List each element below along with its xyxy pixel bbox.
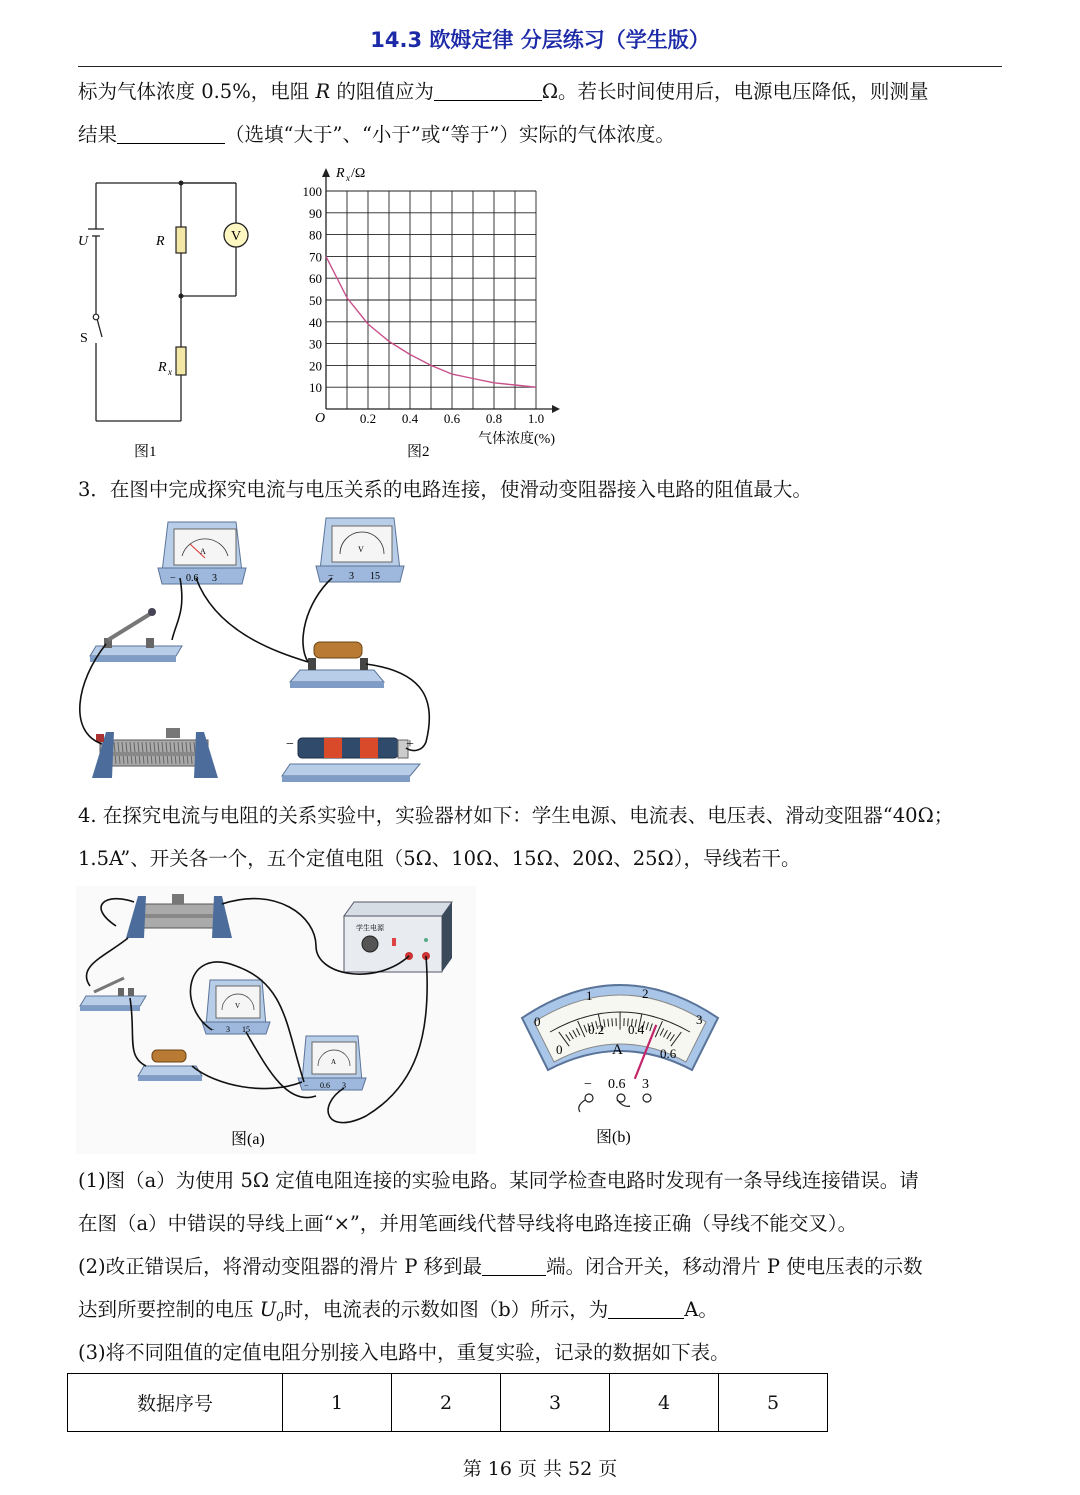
y-axis-label: R <box>336 166 345 181</box>
sub1-line-1: (1)图（a）为使用 5Ω 定值电阻连接的实验电路。某同学检查电路时发现有一条导线连接错误。请 <box>78 1169 919 1192</box>
voltmeter-q3-label: V <box>358 545 364 554</box>
knife-switch-q3 <box>90 608 182 662</box>
table-cell: 4 <box>610 1374 719 1432</box>
dial-outer-2: 2 <box>642 986 649 1001</box>
dial-terminal-3: 3 <box>642 1077 649 1092</box>
table-cell: 5 <box>719 1374 828 1432</box>
x-tick-label: 0.8 <box>485 411 503 426</box>
ammeter-q3 <box>158 522 246 584</box>
resistor-label: R <box>156 234 165 249</box>
q2-line1-a: 标为气体浓度 0.5%，电阻 <box>78 80 310 103</box>
ammeter-figa-terminal-neg: − <box>304 1081 309 1090</box>
header-divider <box>78 66 1002 67</box>
ammeter-q3-terminal-neg: − <box>170 573 176 584</box>
sub2-line2-b: 时，电流表的示数如图（b）所示，为 <box>283 1298 609 1321</box>
y-axis-unit: /Ω <box>351 166 366 181</box>
q4-text <box>78 794 1008 880</box>
voltmeter-q3-terminal-neg: − <box>328 571 334 582</box>
dial-outer-1: 1 <box>586 988 593 1003</box>
sub2-voltage-sub: 0 <box>276 1309 284 1324</box>
q2-line-2 <box>78 113 1008 156</box>
sub1-line-2: 在图（a）中错误的导线上画“×”，并用笔画线代替导线将电路连接正确（导线不能交叉）。 <box>78 1212 858 1235</box>
figure-2-caption: 图2 <box>407 444 430 460</box>
table-cell: 1 <box>283 1374 392 1432</box>
q2-line2-a: 结果 <box>78 123 118 146</box>
voltmeter-q3 <box>316 518 404 582</box>
dial-inner-0: 0 <box>556 1042 563 1057</box>
q2-line1-b: 的阻值应为 <box>336 80 434 103</box>
sub1-text <box>78 1159 1008 1245</box>
sub3-text: (3)将不同阻值的定值电阻分别接入电路中，重复实验，记录的数据如下表。 <box>78 1341 730 1364</box>
voltmeter-figa-terminal-3: 3 <box>226 1025 230 1034</box>
figure-a-circuit <box>76 886 476 1154</box>
q2-line-1 <box>78 70 1008 113</box>
page-footer: 第 16 页 共 52 页 <box>462 1458 618 1480</box>
dial-outer-3: 3 <box>696 1012 703 1027</box>
sub2-text <box>78 1245 1008 1339</box>
y-axis-label-sub: x <box>346 173 350 183</box>
ammeter-figa-terminal-06: 0.6 <box>320 1081 330 1090</box>
power-supply-label: 学生电源 <box>356 924 384 932</box>
q2-text <box>78 70 1008 156</box>
q2-line2-b: （选填“大于”、“小于”或“等于”）实际的气体浓度。 <box>225 123 675 146</box>
answer-blank-resistance[interactable] <box>434 78 542 101</box>
table-cell: 2 <box>392 1374 501 1432</box>
answer-blank-slider-end[interactable] <box>482 1253 546 1276</box>
voltmeter-figa-terminal-15: 15 <box>242 1025 250 1034</box>
answer-blank-measurement[interactable] <box>117 121 225 144</box>
voltmeter-label: V <box>230 229 242 244</box>
figure-2-chart <box>290 163 580 463</box>
dial-inner-06: 0.6 <box>660 1046 677 1061</box>
figure-1-circuit <box>76 165 286 465</box>
ammeter-q3-terminal-06: 0.6 <box>186 573 199 584</box>
voltmeter-figa <box>202 980 270 1034</box>
switch-label: S <box>80 331 88 346</box>
x-axis-label: 气体浓度(%) <box>478 432 555 447</box>
battery-q3 <box>282 737 420 782</box>
battery-plus-label: + <box>406 737 414 752</box>
resistor-rx <box>176 347 186 375</box>
rheostat-q3 <box>92 728 218 778</box>
x-tick-label: 0.6 <box>443 411 461 426</box>
dial-terminal-neg: − <box>584 1077 592 1092</box>
ammeter-figa-label: A <box>331 1058 337 1066</box>
source-label: U <box>78 234 89 249</box>
sub2-line2-c: A。 <box>684 1298 718 1321</box>
y-tick-label: 30 <box>309 336 322 352</box>
q2-line1-unit: Ω。若长时间使用后，电源电压降低，则测量 <box>541 80 929 103</box>
sub2-voltage-symbol: U <box>259 1298 277 1321</box>
page-header-title: 14.3 欧姆定律 分层练习（学生版） <box>370 28 710 52</box>
dial-meter-label: A <box>612 1042 623 1058</box>
ammeter-q3-label: A <box>200 547 206 556</box>
voltmeter-figa-label: V <box>235 1002 241 1010</box>
ammeter-q3-terminal-3: 3 <box>212 573 217 584</box>
q4-line-2: 1.5A”、开关各一个，五个定值电阻（5Ω、10Ω、15Ω、20Ω、25Ω），导线若干。 <box>78 847 801 870</box>
battery-minus-label: − <box>286 737 294 752</box>
dial-terminal-06: 0.6 <box>608 1077 626 1092</box>
y-tick-label: 80 <box>309 227 322 243</box>
voltmeter-figa-terminal-neg: − <box>210 1025 215 1034</box>
ammeter-figa-terminal-3: 3 <box>342 1081 346 1090</box>
dial-outer-0: 0 <box>534 1014 541 1029</box>
sensor-label-sub: x <box>168 367 172 377</box>
voltmeter-q3-terminal-3: 3 <box>349 571 354 582</box>
y-tick-label: 20 <box>309 358 322 374</box>
y-tick-label: 70 <box>309 249 322 265</box>
sub2-line1-b: 端。闭合开关，移动滑片 P 使电压表的示数 <box>546 1255 923 1278</box>
sensor-label: R <box>158 360 167 375</box>
sub2-line2-a: 达到所要控制的电压 <box>78 1298 254 1321</box>
y-tick-label: 60 <box>309 271 322 287</box>
sub2-line-1 <box>78 1245 1008 1288</box>
dial-inner-02: 0.2 <box>588 1022 605 1037</box>
figure-1-caption: 图1 <box>134 444 157 460</box>
voltmeter-q3-terminal-15: 15 <box>370 571 380 582</box>
table-header-cell: 数据序号 <box>68 1374 283 1432</box>
q4-line-1: 4. 在探究电流与电阻的关系实验中，实验器材如下：学生电源、电流表、电压表、滑动变阻器“40Ω； <box>78 804 954 827</box>
q2-resistor-symbol: R <box>315 80 331 103</box>
y-tick-label: 10 <box>309 380 322 396</box>
figure-b-caption: 图(b) <box>596 1129 631 1146</box>
sub2-line1-a: (2)改正错误后，将滑动变阻器的滑片 P 移到最 <box>78 1255 483 1278</box>
table-cell: 3 <box>501 1374 610 1432</box>
resistor-r <box>176 227 186 253</box>
x-tick-label: 0.2 <box>359 411 377 426</box>
figure-b-ammeter-dial <box>510 966 730 1146</box>
x-tick-label: 0.4 <box>401 411 419 426</box>
x-tick-label: 1.0 <box>527 411 545 426</box>
ammeter-figa <box>298 1036 366 1090</box>
student-power-supply <box>344 902 452 972</box>
origin-label: O <box>315 411 326 426</box>
q3-apparatus-figure <box>76 512 456 792</box>
y-tick-label: 90 <box>309 205 322 221</box>
data-table <box>67 1373 828 1432</box>
y-tick-label: 40 <box>309 314 322 330</box>
dial-inner-04: 0.4 <box>628 1022 645 1037</box>
y-tick-label: 50 <box>309 293 322 308</box>
table-row <box>68 1374 828 1432</box>
figure-a-caption: 图(a) <box>231 1131 265 1148</box>
q3-text: 3．在图中完成探究电流与电压关系的电路连接，使滑动变阻器接入电路的阻值最大。 <box>78 478 812 501</box>
answer-blank-current[interactable] <box>608 1296 684 1319</box>
y-tick-label: 100 <box>302 184 322 199</box>
